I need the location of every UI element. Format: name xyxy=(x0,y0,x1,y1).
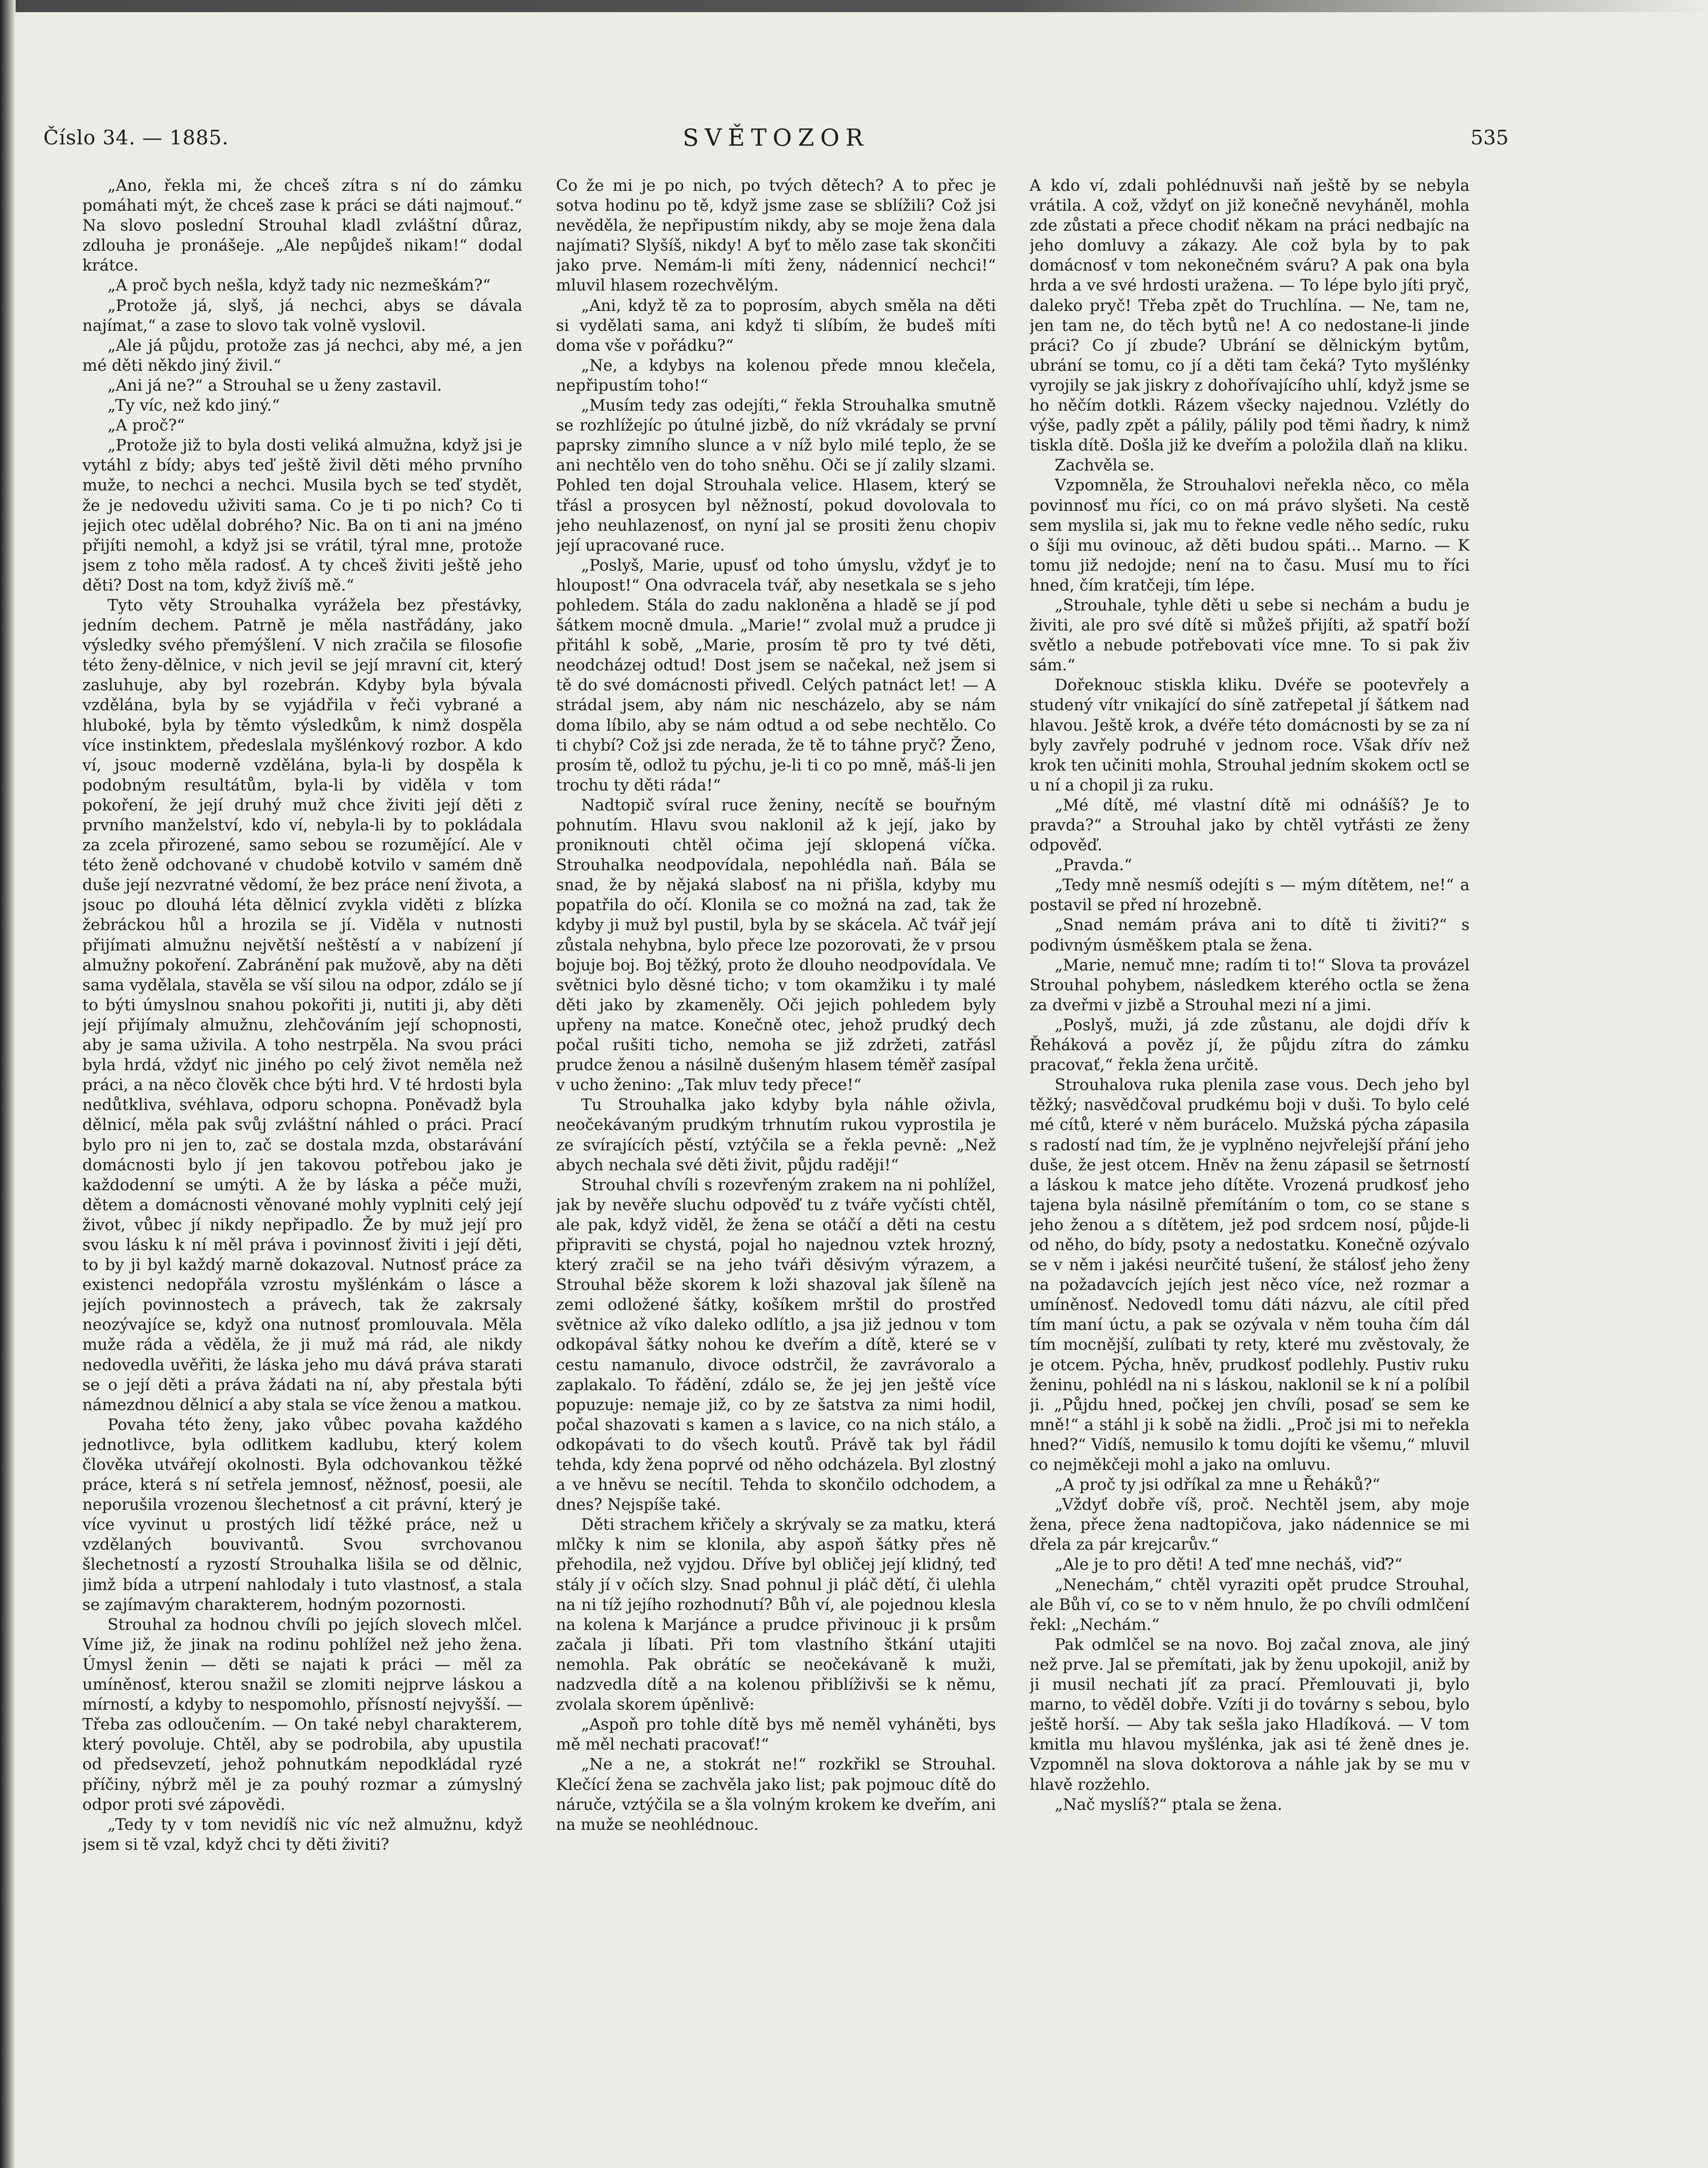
scan-top-edge xyxy=(0,0,1708,12)
issue-number: Číslo 34. — 1885. xyxy=(43,126,229,149)
paragraph: Zachvěla se. xyxy=(1055,456,1155,475)
text-column-2 xyxy=(556,176,996,2168)
paragraph: „Aspoň pro tohle dítě bys mě neměl vyháněti, bys mě měl nechati pracovať!“ xyxy=(556,1715,996,1754)
paragraph: „Tedy mně nesmíš odejíti s — mým dítětem, ne!“ a postavil se před ní hrozebně. xyxy=(1030,875,1470,914)
paragraph: „Ale je to pro děti! A teď mne necháš, viď?“ xyxy=(1055,1555,1403,1574)
paragraph: Co že mi je po nich, po tvých dětech? A to přec je sotva hodinu po tě, když jsme zase se sblížili? Což jsi nevěděla, že nepřipustím nikdy, aby se moje žena dala najímati? Slyšíš, nikdy! A byť to mělo zase tak skončiti jako prve. Nemám-li míti ženy, nádennicí nechci!“ mluvil hlasem rozechvělým. xyxy=(556,176,996,295)
paragraph: „Pravda.“ xyxy=(1055,855,1132,875)
paragraph: „Protože již to byla dosti veliká almužna, když jsi je vytáhl z bídy; abys teď ještě živil děti mého prvního muže, to nechci a nechci. Musila bych se teď stydět, že je nedovedu uživiti sama. Co je ti po nich? Co ti jejich otec udělal dobrého? Nic. Ba on ti ani na jméno přijíti nemohl, a když jsi se vrátil, týral mne, protože jsem z toho měla radosť. A ty chceš živiti ještě jeho děti? Dost na tom, když živíš mě.“ xyxy=(82,436,522,594)
paragraph: Strouhal chvíli s rozevřeným zrakem na ni pohlížel, jak by nevěře sluchu odpověď tu z tváře vyčísti chtěl, ale pak, když viděl, že žena se otáčí a děti na cestu připraviti se chystá, pojal ho najednou vztek hrozný, který zračil se na jeho tváři děsivým výrazem, a Strouhal běže skorem k loži shazoval jak šíleně na zemi odložené šátky, košíkem mrštil do prostřed světnice až víko daleko odlítlo, a jsa již jednou v tom odkopával šátky nohou ke dveřím a dítě, které se v cestu namanulo, divoce odstrčil, že zavrávoralo a zaplakalo. To řádění, zdálo se, že jej jen ještě více popuzuje: nemaje již, co by ze šatstva za nimi hodil, počal shazovati s kamen a s lavice, co na nich stálo, a odkopávati to do všech koutů. Právě tak byl řádil tehda, kdy žena poprvé od něho odcházela. Byl zlostný a ve hněvu se necítil. Tehda to skončilo odchodem, a dnes? Nejspíše také. xyxy=(556,1175,996,1514)
page-header xyxy=(43,126,1509,160)
paragraph: „Marie, nemuč mne; radím ti to!“ Slova ta provázel Strouhal pohybem, následkem kterého octla se žena za dveřmi v jizbě a Strouhal mezi ní a jimi. xyxy=(1030,955,1470,1014)
text-column-1 xyxy=(82,176,522,2168)
paragraph: „Ne, a kdybys na kolenou přede mnou klečela, nepřipustím toho!“ xyxy=(556,356,996,395)
paragraph: Povaha této ženy, jako vůbec povaha každého jednotlivce, byla odlitkem kadlubu, který kolem člověka utvářejí okolnosti. Byla odchovankou těžké práce, která s ní setřela jemnosť, něžnosť, poesii, ale neporušila vrozenou šlechetnosť a cit právní, který je více vyvinut u prostých lidí těžké práce, než u vzdělaných bouvivantů. Svou svrchovanou šlechetností a ryzostí Strouhalka lišila se od dělnic, jimž bída a utrpení nahlodaly i tuto vlastnosť, a stala se zajímavým charakterem, hodným pozornosti. xyxy=(82,1415,522,1614)
paragraph: „A proč?“ xyxy=(108,416,185,435)
paragraph: „Poslyš, Marie, upusť od toho úmyslu, vždyť je to hloupost!“ Ona odvracela tvář, aby nesetkala se s jeho pohledem. Stála do zadu nakloněna a hladě se jí pod šátkem mocně dmula. „Marie!“ zvolal muž a prudce ji přitáhl k sobě, „Marie, prosím tě pro ty tvé děti, neodcházej odtud! Dost jsem se načekal, než jsem si tě do své domácnosti přivedl. Celých patnáct let! — A strádal jsem, aby nám nic nescházelo, aby se nám doma líbilo, aby se nám odtud a od sebe nechtělo. Co ti chybí? Což jsi zde nerada, že tě to táhne pryč? Ženo, prosím tě, odlož tu pýchu, je-li ti co po mně, máš-li jen trochu ty děti ráda!“ xyxy=(556,555,996,794)
paragraph: „Tedy ty v tom nevidíš nic víc než almužnu, když jsem si tě vzal, když chci ty děti živiti? xyxy=(82,1815,522,1854)
paragraph: „Nenechám,“ chtěl vyraziti opět prudce Strouhal, ale Bůh ví, co se to v něm hnulo, že po chvíli odmlčení řekl: „Nechám.“ xyxy=(1030,1575,1470,1634)
paragraph: „Ne a ne, a stokrát ne!“ rozkřikl se Strouhal. Klečící žena se zachvěla jako list; pak pojmouc dítě do náruče, vztýčila se a šla volným krokem ke dveřím, ani na muže se neohlédnouc. xyxy=(556,1755,996,1834)
paragraph: „Ale já půjdu, protože zas já nechci, aby mé, a jen mé děti někdo jiný živil.“ xyxy=(82,336,522,375)
paragraph: „Ani já ne?“ a Strouhal se u ženy zastavil. xyxy=(108,375,442,395)
page-number: 535 xyxy=(1470,126,1509,149)
paragraph: „Vždyť dobře víš, proč. Nechtěl jsem, aby moje žena, přece žena nadtopičova, jako nádennice se mi dřela za pár krejcarův.“ xyxy=(1030,1495,1470,1554)
paragraph: „Nač myslíš?“ ptala se žena. xyxy=(1055,1795,1282,1814)
paragraph: „Protože já, slyš, já nechci, abys se dávala najímat,“ a zase to slovo tak volně vyslovil. xyxy=(82,296,522,335)
magazine-title: SVĚTOZOR xyxy=(682,124,870,151)
paragraph: Dořeknouc stiskla kliku. Dvéře se pootevřely a studený vítr vnikající do síně zatřepetal jí šátkem nad hlavou. Ještě krok, a dvéře této domácnosti by se za ní byly zavřely podruhé v jednom roce. Však dřív než krok ten učiniti mohla, Strouhal jedním skokem octl se u ní a chopil ji za ruku. xyxy=(1030,676,1470,794)
paragraph: „Snad nemám práva ani to dítě ti živiti?“ s podivným úsměškem ptala se žena. xyxy=(1030,915,1470,954)
paragraph: A kdo ví, zdali pohlédnuvši naň ještě by se nebyla vrátila. A což, vždyť on již konečně nevyháněl, mohla zde zůstati a přece chodiť někam na práci nedbajíc na jeho domluvy a zákazy. Ale což byla by to pak domácnosť v tom nekonečném sváru? A pak ona byla hrda a ve své hrdosti uražena. — To lépe bylo jíti pryč, daleko pryč! Třeba zpět do Truchlína. — Ne, tam ne, jen tam ne, do těch bytů ne! A co nedostane-li jinde práci? Co jí zbude? Ubrání se dělnickým bytům, ubrání se tomu, co jí a děti tam čeká? Tyto myšlénky vyrojily se jak jiskry z dohořívajícího uhlí, když jsme se ho něčím dotkli. Rázem všecky najednou. Vzlétly do výše, padly zpět a pálily, pálily pod těmi ňadry, k nimž tiskla dítě. Došla již ke dveřím a položila dlaň na kliku. xyxy=(1030,176,1470,455)
paragraph: Vzpomněla, že Strouhalovi neřekla něco, co měla povinnosť mu říci, co on má právo slyšeti. Na cestě sem myslila si, jak mu to řekne vedle něho sedíc, ruku o šíji mu ovinouc, až děti budou spáti... Marno. — K tomu již nedojde; není na to času. Musí mu to říci hned, čím kratčeji, tím lépe. xyxy=(1030,476,1470,594)
paragraph: „Ty víc, než kdo jiný.“ xyxy=(108,396,280,415)
paragraph: Tyto věty Strouhalka vyrážela bez přestávky, jedním dechem. Patrně je měla nastřádány, jako výsledky svého přemýšlení. V nich zračila se filosofie této ženy-dělnice, v nich jevil se její mravní cit, který zasluhuje, aby byl rozebrán. Kdyby byla bývala vzdělána, byla by se vyjádřila v řeči vybrané a hluboké, byla by těmto výsledkům, k nimž dospěla více instinktem, předeslala myšlénkový rozbor. A kdo ví, jsouc moderně vzdělána, byla-li by dospěla k podobným resultátům, byla-li by viděla v tom pokoření, že její druhý muž chce živiti její děti z prvního manželství, kdo ví, nebyla-li by to pokládala za zcela přirozené, samo sebou se rozumějící. Ale v této ženě odchované v chudobě kotvilo v samém dně duše její nezvratné vědomí, že bez práce není života, a jsouc po dlouhá léta dělnicí zvykla viděti z blízka žebráckou hůl a hrozila se jí. Viděla v nutnosti přijímati almužnu největší neštěstí a v nabízení jí almužny pokoření. Zabránění pak mužově, aby na děti sama vydělala, stavěla se vší silou na odpor, zdálo se jí to býti úmyslnou snahou pokořiti ji, nutiti ji, aby děti její přijímaly almužnu, zlehčováním její schopnosti, aby je sama uživila. A toho nestrpěla. Na svou práci byla hrdá, vždyť nic jiného po celý život neměla než práci, a na něco člověk chce býti hrd. V té hrdosti byla nedůtkliva, svéhlava, odporu schopna. Poněvadž byla dělnicí, měla pak svůj zvláštní náhled o práci. Prací bylo pro ni jen to, zač se dostala mzda, obstarávání domácnosti bylo jí jen takovou potřebou jako je každodenní se umýti. A že by láska a péče muži, dětem a domácnosti věnované mohly vyplniti celý její život, vůbec jí nikdy nepřipadlo. Že by muž její pro svou lásku k ní měl práva i povinnosť živiti i její děti, to by ji byl každý marně dokazoval. Nutnosť práce za existenci nedopřála vzrostu myšlénkám o lásce a jejích povinnostech a právech, tak že zakrsaly neozývajíce se, když ona nutnosť promlouvala. Měla muže ráda a věděla, že ji muž má rád, ale nikdy nedovedla uvěřiti, že láska jeho mu dává práva starati se o její děti a práva žádati na ní, aby přestala býti námezdnou dělnicí a aby stala se více ženou a matkou. xyxy=(82,595,522,1414)
paragraph: Strouhalova ruka plenila zase vous. Dech jeho byl těžký; nasvědčoval prudkému boji v duši. To bylo celé mé cítů, které v něm burácelo. Mužská pýcha zápasila s radostí nad tím, že je vyplněno nejvřelejší přání jeho duše, že jest otcem. Hněv na ženu zápasil se šetrností a láskou k matce jeho dítěte. Vrozená prudkosť jeho tajena byla násilně přemítáním o tom, co se stane s jeho ženou a s dítětem, jež pod srdcem nosí, půjde-li od něho, do bídy, psoty a nedostatku. Konečně ozývalo se v něm i jakési neurčité tušení, že stálosť jeho ženy na požadavcích jejích jest něco více, než rozmar a umíněnosť. Nedovedl tomu dáti názvu, ale cítil před tím maní úctu, a pak se ozývala v něm touha čím dál tím mocnější, zulíbati ty rety, které mu zvěstovaly, že je otcem. Pýcha, hněv, prudkosť podlehly. Pustiv ruku ženinu, pohlédl na ni s láskou, naklonil se k ní a políbil ji. „Půjdu hned, počkej jen chvíli, posaď se sem ke mně!“ a stáhl ji k sobě na židli. „Proč jsi mi to neřekla hned?“ Vidíš, nemusilo k tomu dojíti ke všemu,“ mluvil co nejměkčeji mohl a jako na omluvu. xyxy=(1030,1075,1470,1474)
article-columns xyxy=(82,176,1470,2168)
paragraph: „Ano, řekla mi, že chceš zítra s ní do zámku pomáhati mýt, že chceš zase k práci se dáti najmouť.“ Na slovo poslední Strouhal kladl zvláštní důraz, zdlouha je pronášeje. „Ale nepůjdeš nikam!“ dodal krátce. xyxy=(82,176,522,275)
paragraph: Děti strachem křičely a skrývaly se za matku, která mlčky k nim se klonila, aby aspoň šátky přes ně přehodila, než vyjdou. Dříve byl obličej její klidný, teď stály jí v očích slzy. Snad pohnul ji pláč dětí, či ulehla na ni tíž jejího rozhodnutí? Bůh ví, ale pojednou klesla na kolena k Marjánce a prudce přivinouc ji k prsům začala ji líbati. Při tom vlastního štkání utajiti nemohla. Pak obrátíc se neočekávaně k muži, nadzvedla dítě a na kolenou přiblíživši se k němu, zvolala skorem úpěnlivě: xyxy=(556,1515,996,1714)
paragraph: Tu Strouhalka jako kdyby byla náhle oživla, neočekávaným prudkým trhnutím rukou vyprostila je ze svírajících pěstí, vztýčila se a řekla pevně: „Než abych nechala své děti živit, půjdu raději!“ xyxy=(556,1095,996,1174)
book-fold-shadow xyxy=(0,0,16,2168)
paragraph: „Strouhale, tyhle děti u sebe si nechám a budu je živiti, ale pro své dítě si můžeš přijíti, až spatří boží světlo a nebude potřebovati více mne. To si pak živ sám.“ xyxy=(1030,595,1470,675)
paragraph: „Poslyš, muži, já zde zůstanu, ale dojdi dřív k Řeháková a pověz jí, že půjdu zítra do zámku pracovať,“ řekla žena určitě. xyxy=(1030,1015,1470,1074)
paragraph: „Ani, když tě za to poprosím, abych směla na děti si vydělati sama, ani když ti slíbím, že budeš míti doma vše v pořádku?“ xyxy=(556,296,996,355)
paragraph: Pak odmlčel se na novo. Boj začal znova, ale jiný než prve. Jal se přemítati, jak by ženu upokojil, aniž by ji musil nechati jíť za prací. Přemlouvati ji, bylo marno, to věděl dobře. Vzíti ji do továrny s sebou, bylo ještě horší. — Aby tak sešla jako Hladíková. — V tom kmitla mu hlavou myšlénka, jak asi té ženě dnes je. Vzpomněl na slova doktorova a náhle jak by se mu v hlavě rozžehlo. xyxy=(1030,1635,1470,1794)
paragraph: „Musím tedy zas odejíti,“ řekla Strouhalka smutně se rozhlížejíc po útulné jizbě, do níž vkrádaly se první paprsky zimního slunce a v níž bylo milé teplo, že se ani nechtělo ven do toho sněhu. Oči se jí zalily slzami. Pohled ten dojal Strouhala velice. Hlasem, který se třásl a prosycen byl něžností, pokud dovolovala to jeho neuhlazenosť, on nyní jal se prositi ženu chopiv její upracované ruce. xyxy=(556,396,996,555)
paragraph: Nadtopič svíral ruce ženiny, necítě se bouřným pohnutím. Hlavu svou naklonil až k její, jako by proniknouti chtěl očima její sklopená víčka. Strouhalka neodpovídala, nepohlédla naň. Bála se snad, že by nějaká slabosť na ni přišla, kdyby mu popatřila do očí. Klonila se co možná na zad, tak že kdyby ji muž byl pustil, byla by se skácela. Ač tvář její zůstala nehybna, bylo přece lze pozorovati, že v prsou bojuje boj. Boj těžký, proto že dlouho neodpovídala. Ve světnici bylo děsné ticho; v tom okamžiku i ty malé děti jako by zkameněly. Oči jejich pohledem byly upřeny na matce. Konečně otec, jehož prudký dech počal rušiti ticho, nemoha se již zdržeti, zatřásl prudce ženou a násilně dušeným hlasem téměř zasípal v ucho ženino: „Tak mluv tedy přece!“ xyxy=(556,795,996,1094)
paragraph: „Mé dítě, mé vlastní dítě mi odnášíš? Je to pravda?“ a Strouhal jako by chtěl vytřásti ze ženy odpověď. xyxy=(1030,795,1470,855)
paragraph: „A proč ty jsi odříkal za mne u Řeháků?“ xyxy=(1055,1475,1380,1494)
paragraph: „A proč bych nešla, když tady nic nezmeškám?“ xyxy=(108,276,491,295)
paragraph: Strouhal za hodnou chvíli po jejích slovech mlčel. Víme již, že jinak na rodinu pohlížel než jeho žena. Úmysl ženin — děti se najati k práci — měl za umíněnosť, kterou snažil se zlomiti nejprve láskou a mírností, a kdyby to nespomohlo, přísností nejvyšší. — Třeba zas odloučením. — On také nebyl charakterem, který povoluje. Chtěl, aby se podrobila, aby upustila od předsevzetí, jehož pohnutkám nepodkládal ryzé příčiny, nýbrž měl je za pouhý rozmar a zúmyslný odpor proti své zápovědi. xyxy=(82,1615,522,1814)
text-column-3 xyxy=(1030,176,1470,2168)
